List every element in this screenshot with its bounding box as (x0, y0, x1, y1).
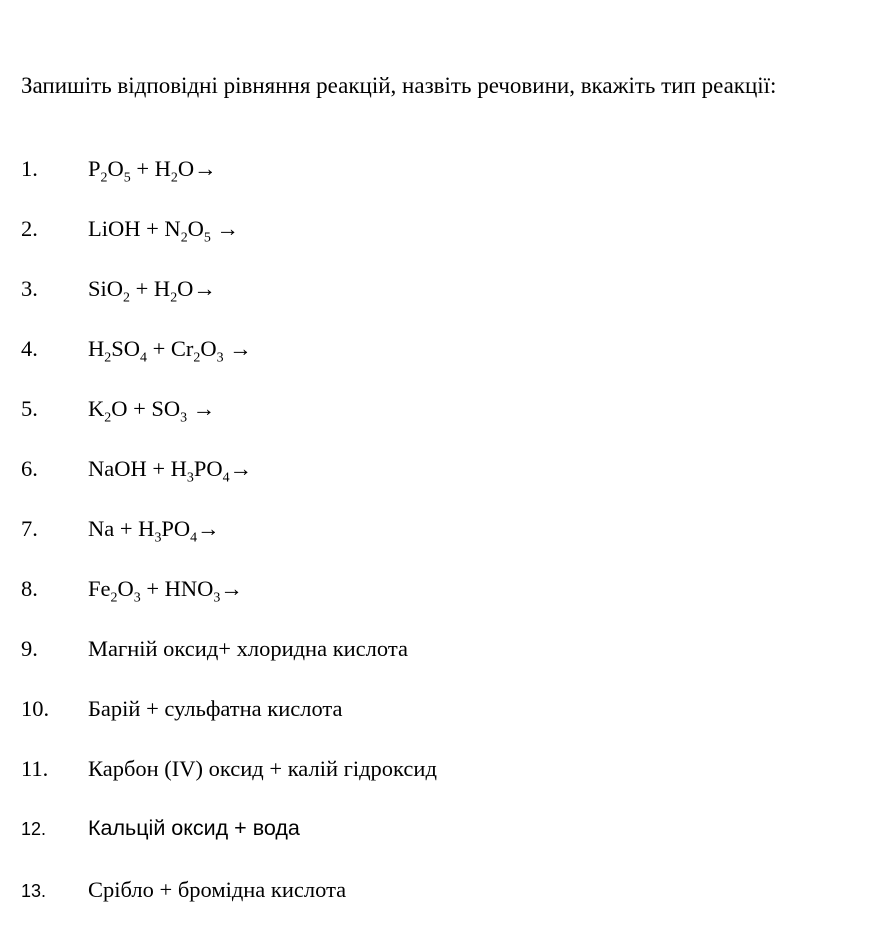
item-number: 8. (21, 576, 38, 601)
reaction-text: NaOH + $H_3PO_4\to$ (88, 456, 253, 486)
list-item (21, 215, 864, 246)
list-item (21, 635, 864, 662)
item-number: 11. (21, 756, 49, 781)
reaction-text: $SiO_2 + H_2O\to$ (88, 276, 216, 306)
reaction-text: Карбон (IV) оксид + калій гідроксид (88, 756, 437, 781)
list-item (21, 575, 864, 606)
reaction-list (21, 155, 864, 905)
list-item (21, 455, 864, 486)
list-item (21, 755, 864, 782)
list-item (21, 335, 864, 366)
reaction-text: Барій + сульфатна кислота (88, 696, 343, 721)
item-number: 1. (21, 156, 38, 181)
list-item (21, 515, 864, 546)
item-number: 7. (21, 516, 38, 541)
reaction-text: $H_2SO_4 + Cr_2O_3$ → (88, 336, 252, 366)
list-item (21, 876, 864, 905)
item-number: 6. (21, 456, 38, 481)
item-number: 4. (21, 336, 38, 361)
reaction-text: Магній оксид+ хлоридна кислота (88, 636, 408, 661)
reaction-text: $Fe_2O_3 + HNO_3\to$ (88, 576, 243, 606)
reaction-text: Срібло + бромідна кислота (88, 877, 347, 902)
list-item (21, 155, 864, 186)
reaction-text: $K_2O + SO_3$ → (88, 396, 216, 426)
item-number: 10. (21, 696, 50, 721)
list-item (21, 275, 864, 306)
item-number: 9. (21, 636, 38, 661)
reaction-text: $Na + H_3PO_4\to$ (88, 516, 220, 546)
item-number: 2. (21, 216, 38, 241)
list-item (21, 695, 864, 722)
item-number: 13. (21, 881, 47, 901)
list-item (21, 395, 864, 426)
item-number: 5. (21, 396, 38, 421)
reaction-text: LiOH + $N_2O_5$ → (88, 216, 239, 246)
page-title: Запишіть відповідні рівняння реакцій, назвіть речовини, вкажіть тип реакції: (21, 73, 777, 98)
reaction-text: $P_2O_5 + H_2O\to$ (88, 156, 217, 186)
item-number: 3. (21, 276, 38, 301)
list-item (21, 815, 864, 843)
reaction-text: Кальцій оксид + вода (88, 816, 300, 840)
item-number: 12. (21, 819, 47, 839)
